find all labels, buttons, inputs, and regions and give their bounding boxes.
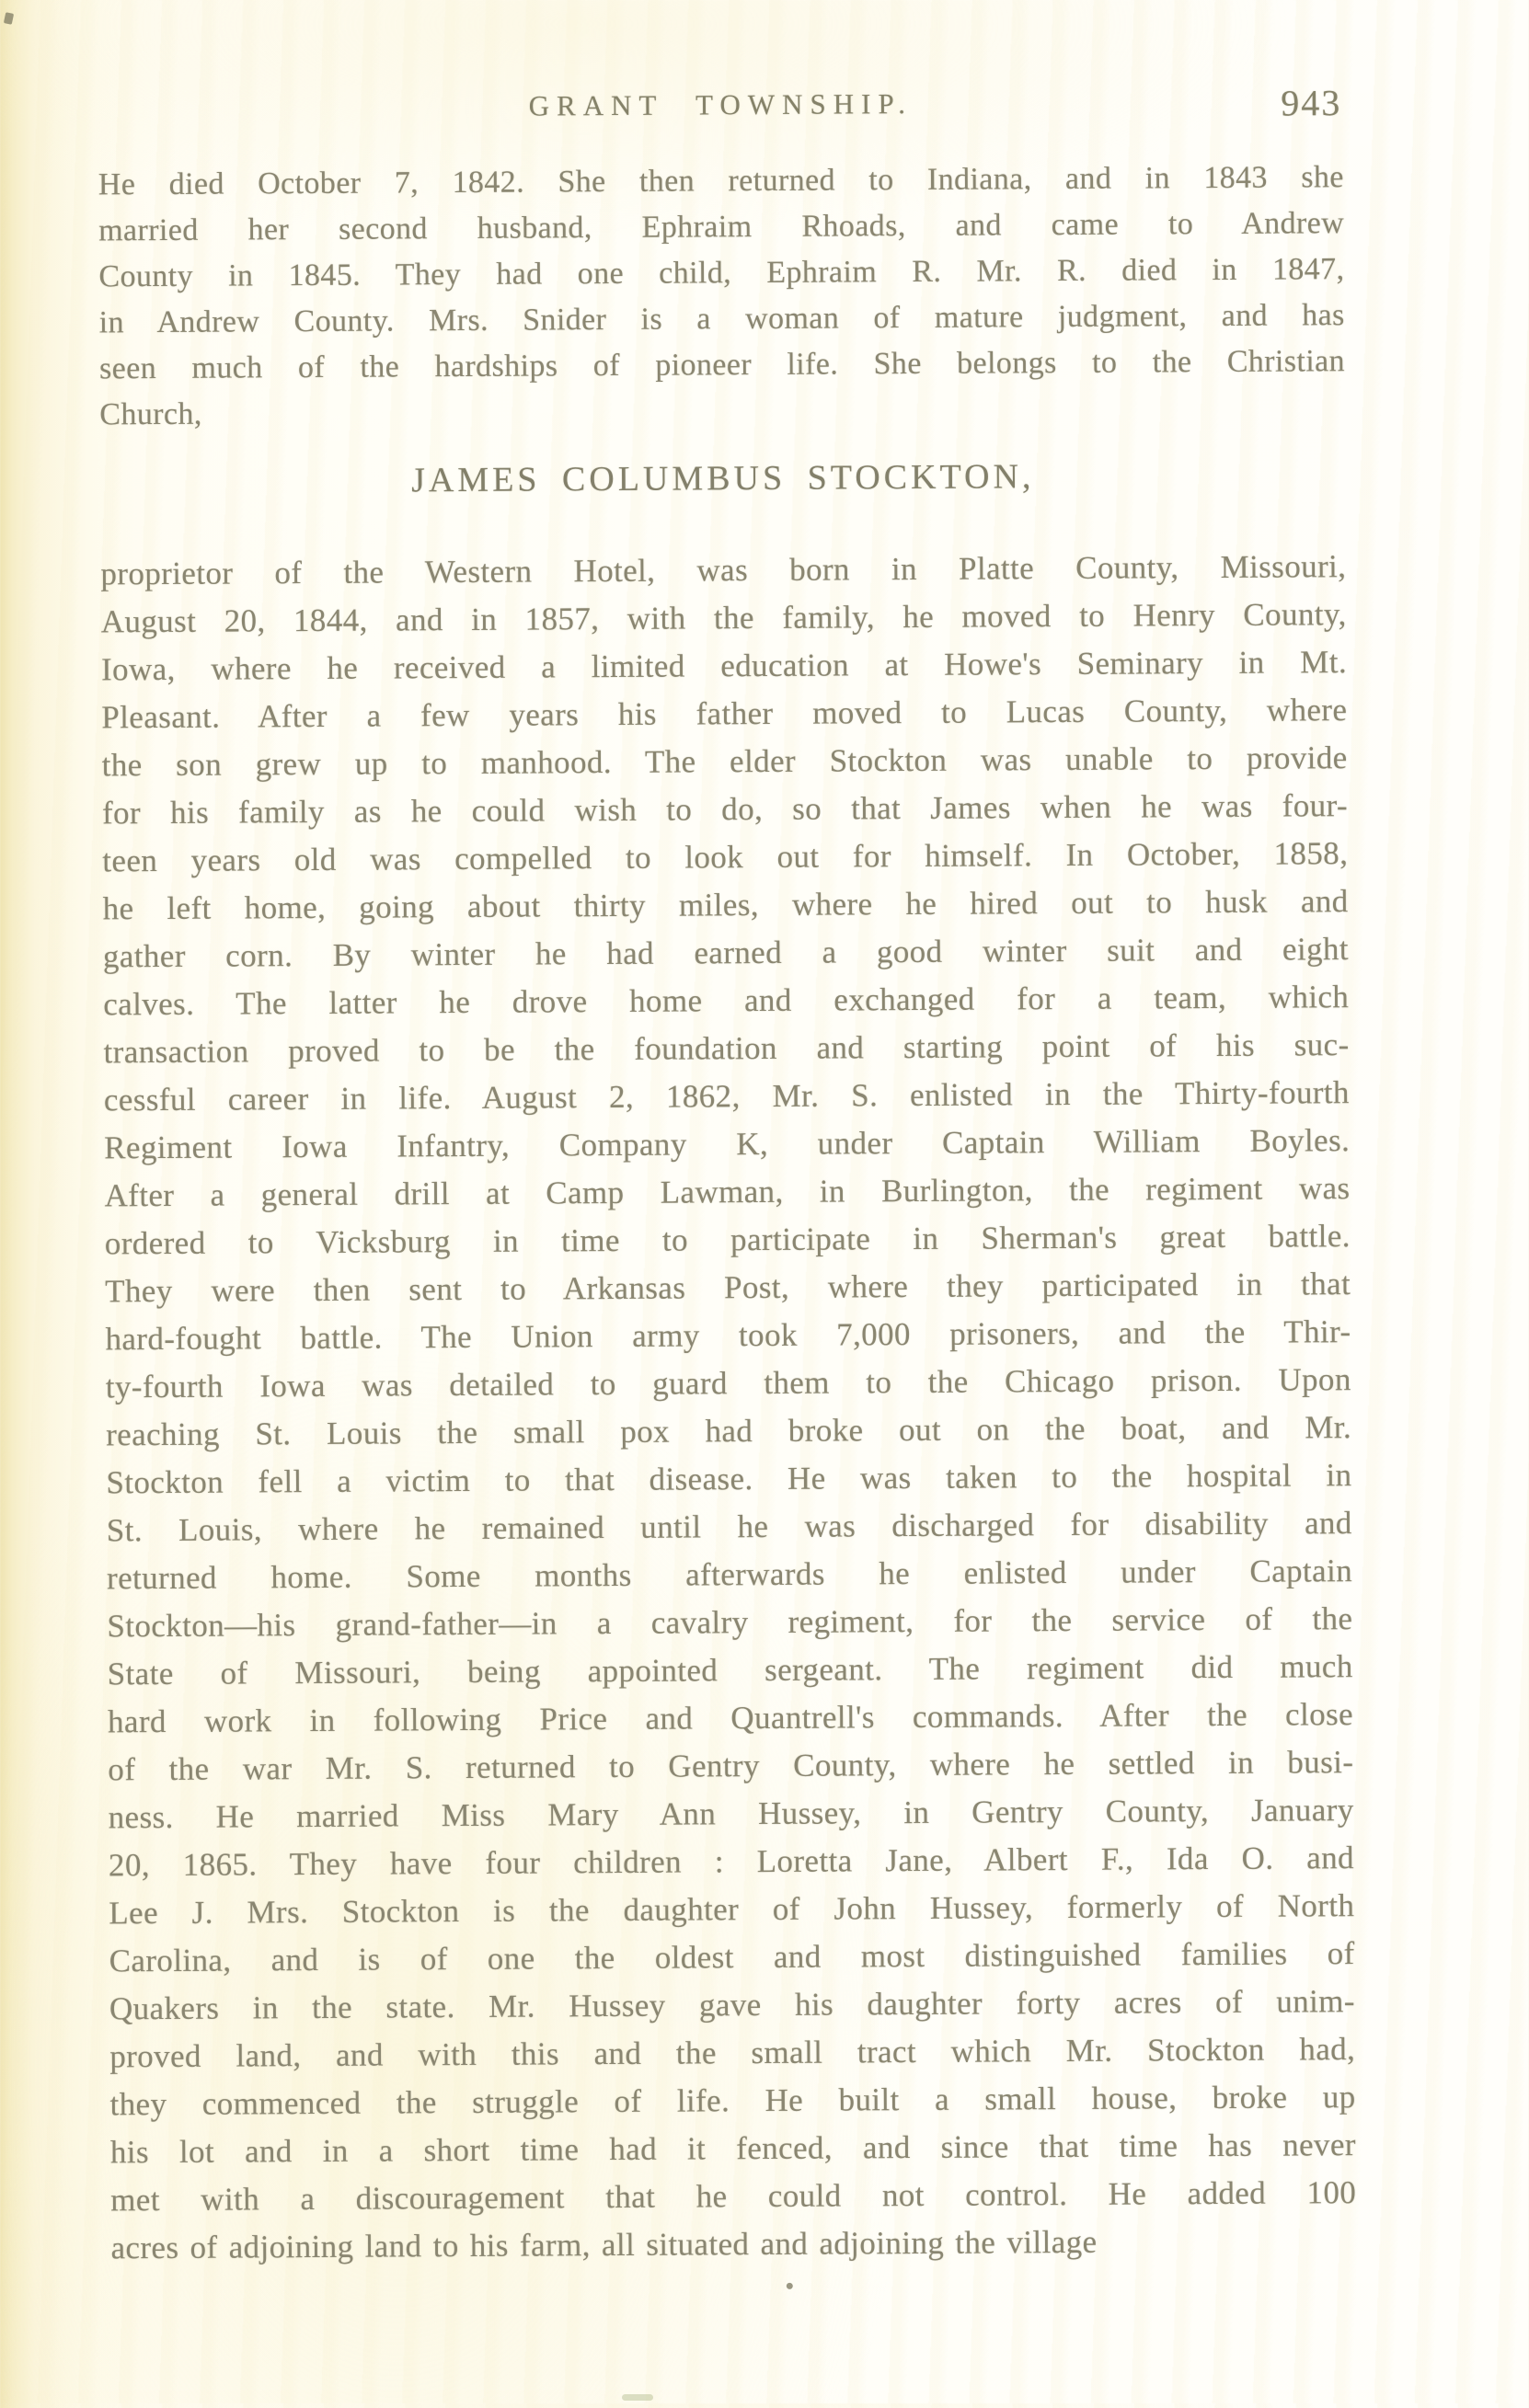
text-line: St. Louis, where he remained until he was discharged for disability and [106, 1505, 1352, 1549]
text-line: Stockton—his grand-father—in a cavalry regiment, for the service of the [107, 1600, 1353, 1645]
text-line: met with a discouragement that he could not control. He added 100 [110, 2174, 1357, 2219]
text-line: teen years old was compelled to look out for himself. In October, 1858, [102, 835, 1349, 879]
text-line: Carolina, and is of one the oldest and most distinguished families of [109, 1935, 1355, 1979]
text-line: Pleasant. After a few years his father moved to Lucas County, where [101, 692, 1348, 736]
text-line: returned home. Some months afterwards he enlisted under Captain [106, 1553, 1353, 1597]
scan-smudge [622, 2394, 653, 2401]
text-line: ness. He married Miss Mary Ann Hussey, in Gentry County, January [108, 1792, 1354, 1836]
text-line: Lee J. Mrs. Stockton is the daughter of John Hussey, formerly of North [109, 1887, 1355, 1932]
text-line: cessful career in life. August 2, 1862, Mr. S. enlisted in the Thirty-fourth [103, 1074, 1351, 1118]
stray-period-mark [787, 2283, 793, 2289]
text-line: proved land, and with this and the small tract which Mr. Stockton had, [109, 2031, 1356, 2075]
text-line: calves. The latter he drove home and exchanged for a team, which [103, 979, 1350, 1023]
text-line: County in 1845. They had one child, Ephraim R. Mr. R. died in 1847, [98, 252, 1345, 294]
running-header-title: GRANT TOWNSHIP. [528, 86, 914, 122]
paragraph-stockton-last-line: acres of adjoining land to his farm, all situated and adjoining the village [110, 2223, 1098, 2266]
text-line: hard-fought battle. The Union army took 7,000 prisoners, and the Thir- [105, 1313, 1351, 1358]
text-line: for his family as he could wish to do, so that James when he was four- [101, 787, 1349, 831]
text-line: of the war Mr. S. returned to Gentry County, where he settled in busi- [108, 1744, 1354, 1788]
text-line: gather corn. By winter he had earned a good winter suit and eight [102, 931, 1350, 975]
text-line: ordered to Vicksburg in time to participate in Sherman's great battle. [104, 1218, 1351, 1262]
text-line: in Andrew County. Mrs. Snider is a woman of mature judgment, and has [98, 298, 1345, 340]
text-line: married her second husband, Ephraim Rhoads, and came to Andrew [98, 206, 1345, 248]
text-line: Regiment Iowa Infantry, Company K, under Captain William Boyles. [104, 1122, 1351, 1166]
text-line: They were then sent to Arkansas Post, where they participated in that [105, 1266, 1351, 1310]
paragraph-snider-last-line: Church, [99, 396, 202, 432]
text-line: the son grew up to manhood. The elder Stockton was unable to provide [101, 740, 1348, 784]
text-line: proprietor of the Western Hotel, was born in Platte County, Missouri, [100, 548, 1347, 592]
text-line: Stockton fell a victim to that disease. He was taken to the hospital in [106, 1457, 1352, 1501]
paragraph-snider [98, 155, 1346, 392]
section-heading-stockton: JAMES COLUMBUS STOCKTON, [410, 457, 1035, 500]
text-line: After a general drill at Camp Lawman, in Burlington, the regiment was [104, 1170, 1351, 1214]
page-number: 943 [1281, 82, 1342, 124]
text-line: Quakers in the state. Mr. Hussey gave his daughter forty acres of unim- [109, 1983, 1356, 2027]
text-line: State of Missouri, being appointed sergeant. The regiment did much [107, 1648, 1353, 1692]
text-line: He died October 7, 1842. She then returned to Indiana, and in 1843 she [98, 160, 1344, 202]
text-line: he left home, going about thirty miles, where he hired out to husk and [102, 883, 1349, 927]
text-line: his lot and in a short time had it fenced, and since that time has never [109, 2127, 1356, 2171]
text-line: August 20, 1844, and in 1857, with the family, he moved to Henry County, [100, 596, 1347, 640]
text-line: they commenced the struggle of life. He built a small house, broke up [109, 2079, 1356, 2123]
text-line: hard work in following Price and Quantrell's commands. After the close [107, 1696, 1354, 1740]
running-header [98, 82, 1343, 134]
paragraph-stockton [100, 543, 1356, 2224]
text-line: seen much of the hardships of pioneer life. She belongs to the Christian [98, 344, 1346, 386]
text-line: ty-fourth Iowa was detailed to guard them to the Chicago prison. Upon [105, 1361, 1351, 1405]
text-line: reaching St. Louis the small pox had broke out on the boat, and Mr. [106, 1409, 1352, 1453]
text-line: 20, 1865. They have four children : Loretta Jane, Albert F., Ida O. and [108, 1840, 1355, 1884]
text-line: transaction proved to be the foundation and starting point of his suc- [103, 1026, 1350, 1071]
text-line: Iowa, where he received a limited education at Howe's Seminary in Mt. [100, 644, 1348, 688]
